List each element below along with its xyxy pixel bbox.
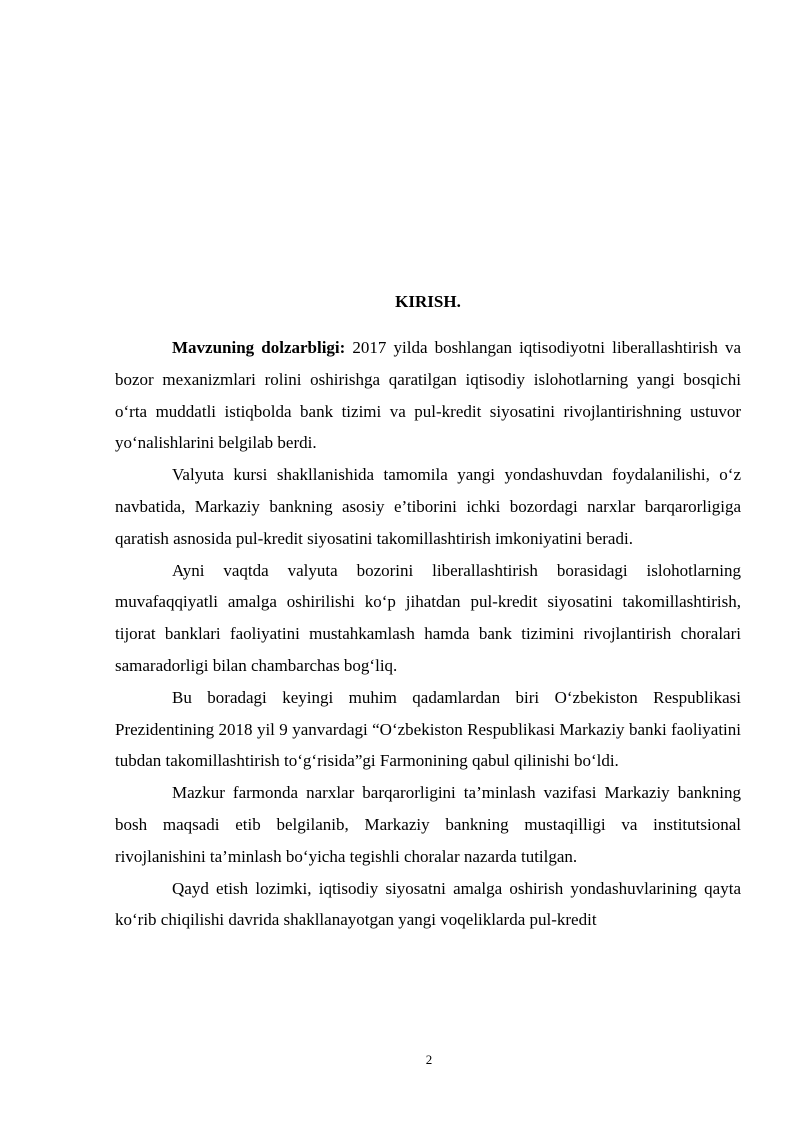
paragraph-exchange-rate: Valyuta kursi shakllanishida tamomila yangi yondashuvdan foydalanilishi, o‘z navbatida, Markaziy bankning asosiy e’tiborini ichki bozordagi narxlar barqarorligiga qaratish asnosida pul-kredit siyosatini takomillashtirish imkoniyatini beradi.	[115, 465, 741, 548]
paragraph-economic-policy: Qayd etish lozimki, iqtisodiy siyosatni amalga oshirish yondashuvlarining qayta ko‘rib chiqilishi davrida shakllanayotgan yangi voqeliklarda pul-kredit	[115, 878, 741, 930]
section-heading: KIRISH.	[395, 292, 461, 311]
paragraph-price-stability: Mazkur farmonda narxlar barqarorligini ta’minlash vazifasi Markaziy bankning bosh maqsadi etib belgilanib, Markaziy bankning mustaqilligi va institutsional rivojlanishini ta’minlash bo‘yicha tegishli choralar nazarda tutilgan.	[115, 783, 741, 866]
paragraph-relevance	[115, 332, 741, 459]
paragraph-presidential-decree: Bu boradagi keyingi muhim qadamlardan biri O‘zbekiston Respublikasi Prezidentining 2018 yil 9 yanvardagi “O‘zbekiston Respublikasi Markaziy banki faoliyatini tubdan takomillashtirish to‘g‘risida”gi Farmonining qabul qilinishi bo‘ldi.	[115, 687, 741, 771]
body-text	[115, 332, 741, 936]
paragraph-lead: Mavzuning dolzarbligi:	[172, 338, 346, 357]
paragraph-currency-market: Ayni vaqtda valyuta bozorini liberallashtirish borasidagi islohotlarning muvafaqqiyatli amalga oshirilishi ko‘p jihatdan pul-kredit siyosatini takomillashtirish, tijorat banklari faoliyatini mustahkamlash hamda bank tizimini rivojlantirish choralari samaradorligi bilan chambarchas bog‘liq.	[115, 560, 741, 675]
page-number: 2	[425, 1052, 433, 1067]
paragraph-text: 2017 yilda boshlangan iqtisodiyotni liberallashtirish va bozor mexanizmlari rolini oshirishga qaratilgan iqtisodiy islohotlarning yangi bosqichi o‘rta muddatli istiqbolda bank tizimi va pul-kredit siyosatini rivojlantirishning ustuvor yo‘nalishlarini belgilab berdi.	[115, 338, 741, 453]
